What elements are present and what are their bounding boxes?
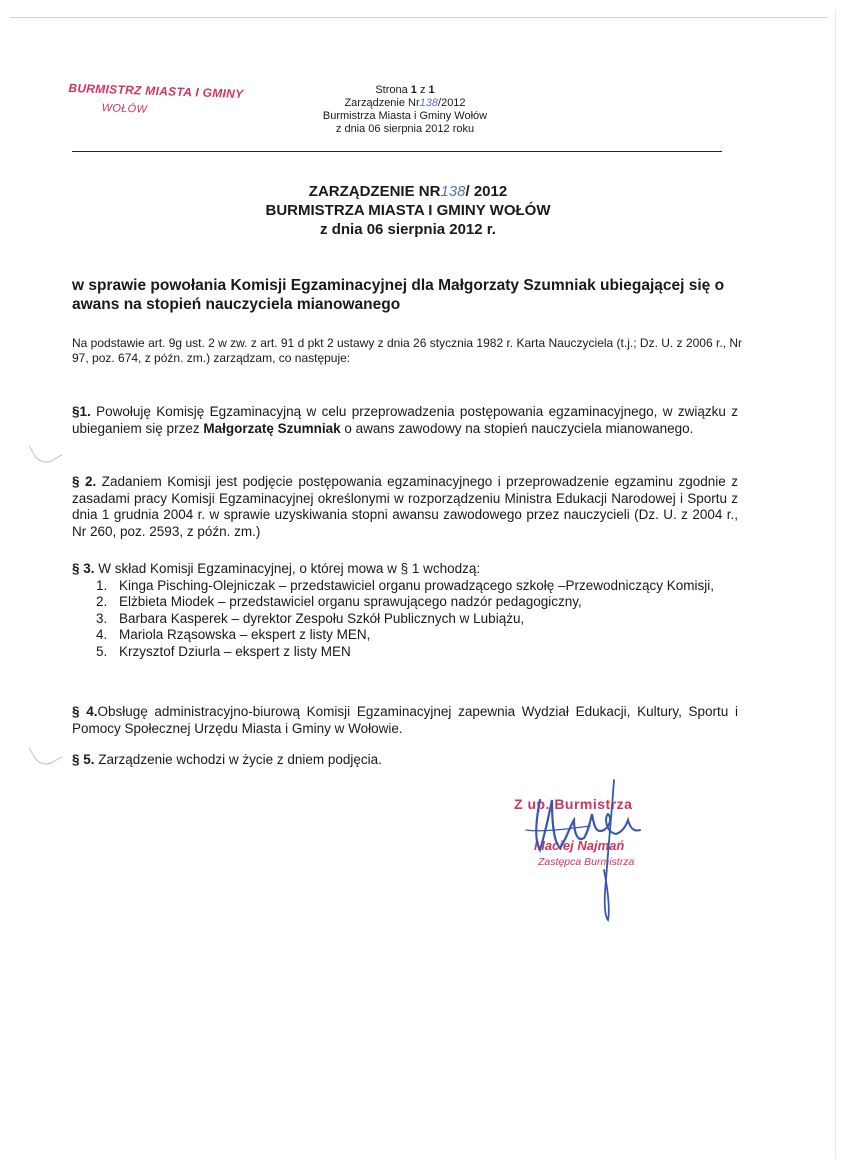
handwritten-number: 138 <box>419 97 439 109</box>
title-line3: z dnia 06 sierpnia 2012 r. <box>320 221 496 238</box>
signature-stamp-line3: Zastępca Burmistrza <box>538 856 635 868</box>
title-line2: BURMISTRZA MIASTA I GMINY WOŁÓW <box>265 202 551 219</box>
page-indicator: Strona 1 z 1 <box>375 84 435 96</box>
legal-basis: Na podstawie art. 9g ust. 2 w zw. z art. 91 d pkt 2 ustawy z dnia 26 stycznia 1982 r. Karta Nauczyciela (t.j.; Dz. U. z 2006 r., Nr 97, poz. 674, z późn. zm.) zarządzam, co następuje: <box>72 336 742 365</box>
section-1: §1. Powołuję Komisję Egzaminacyjną w celu przeprowadzenia postępowania egzaminacyjnego, w związku z ubieganiem się przez Małgorzatę Szumniak o awans zawodowy na stopień nauczyciela mianowanego. <box>72 404 738 436</box>
list-item: 1. Kinga Pisching-Olejniczak – przedstawiciel organu prowadzącego szkołę –Przewodniczący Komisji, <box>96 577 715 593</box>
section-4: § 4.Obsługę administracyjno-biurową Komisji Egzaminacyjnej zapewnia Wydział Edukacji, Kultury, Sportu i Pomocy Społecznej Urzędu Miasta i Gminy w Wołowie. <box>72 704 738 736</box>
commission-members-list <box>72 578 738 661</box>
document-subject: w sprawie powołania Komisji Egzaminacyjnej dla Małgorzaty Szumniak ubiegającej się o awans na stopień nauczyciela mianowanego <box>72 277 725 313</box>
list-item: 2. Elżbieta Miodek – przedstawiciel organu sprawującego nadzór pedagogiczny, <box>96 594 582 609</box>
section-3-label: § 3. <box>72 561 95 576</box>
section-3: § 3. W skład Komisji Egzaminacyjnej, o której mowa w § 1 wchodzą: 1. Kinga Pisching-Olejniczak – przedstawiciel organu prowadzącego szkołę –Przewodniczący Komisji, 2. Elżbieta Miodek – przedstawiciel organu sprawującego nadzór pedagogiczny, 3. Barbara Kasperek – dyrektor Zespołu Szkół Publicznych w Lubiążu, 4. Mariola Rząsowska – ekspert z listy MEN, 5. Krzysztof Dziurla – ekspert z listy MEN <box>72 561 738 660</box>
section-5: § 5. Zarządzenie wchodzi w życie z dniem podjęcia. <box>72 752 382 767</box>
office-stamp-line2: WOŁÓW <box>101 102 148 116</box>
section-2-label: § 2. <box>72 474 97 489</box>
signature-stamp-line2: Maciej Najmań <box>534 838 625 853</box>
list-item: 4. Mariola Rząsowska – ekspert z listy MEN, <box>96 627 371 642</box>
section-5-label: § 5. <box>72 752 95 767</box>
office-stamp <box>67 81 243 119</box>
running-header <box>300 84 510 136</box>
section-4-label: § 4. <box>72 704 98 719</box>
handwritten-signature-icon <box>500 770 720 930</box>
punch-hole-mark <box>28 433 62 467</box>
list-item: 3. Barbara Kasperek – dyrektor Zespołu Szkół Publicznych w Lubiążu, <box>96 610 525 626</box>
document-title <box>150 182 666 239</box>
header-date: z dnia 06 sierpnia 2012 roku <box>335 123 475 135</box>
title-handwritten-number: 138 <box>440 183 466 200</box>
title-line1: ZARZĄDZENIE NR138/ 2012 <box>308 183 508 200</box>
scan-right-edge <box>835 10 836 1159</box>
section-1-label: §1. <box>72 404 91 419</box>
signature-stamp-line1: Z up. Burmistrza <box>514 796 633 812</box>
candidate-name: Małgorzatę Szumniak <box>203 420 341 436</box>
signature-block <box>500 770 720 930</box>
scan-top-edge <box>10 17 828 18</box>
section-2: § 2. Zadaniem Komisji jest podjęcie postępowania egzaminacyjnego i przeprowadzenie egzaminu zgodnie z zasadami pracy Komisji Egzaminacyjnej określonymi w rozporządzeniu Ministra Edukacji Narodowej i Sportu z dnia 1 grudnia 2004 r. w sprawie uzyskiwania stopni awansu zawodowego przez nauczycieli (Dz. U. z 2004 r., Nr 260, poz. 2593, z późn. zm.) <box>72 474 738 539</box>
list-item: 5. Krzysztof Dziurla – ekspert z listy MEN <box>96 643 351 659</box>
punch-hole-mark <box>28 735 62 769</box>
office-stamp-line1: BURMISTRZ MIASTA I GMINY <box>68 80 244 102</box>
header-authority: Burmistrza Miasta i Gminy Wołów <box>322 110 488 122</box>
header-divider <box>72 151 722 152</box>
header-ref: Zarządzenie Nr138/2012 <box>344 97 466 109</box>
